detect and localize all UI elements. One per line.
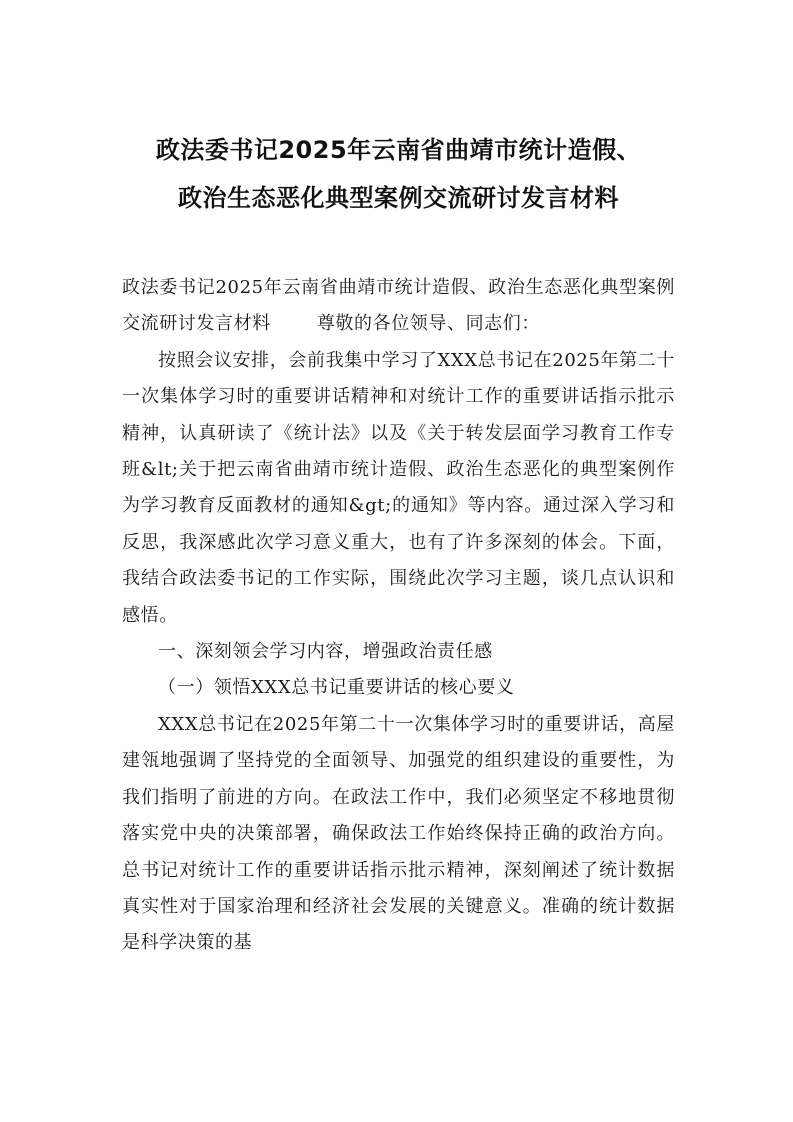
- document-title: [122, 126, 675, 222]
- paragraph-1: 按照会议安排，会前我集中学习了XXX总书记在2025年第二十一次集体学习时的重要讲话精神和对统计工作的重要讲话指示批示精神，认真研读了《统计法》以及《关于转发层面学习教育工作专班&lt;关于把云南省曲靖市统计造假、政治生态恶化的典型案例作为学习教育反面教材的通知&gt;的通知》等内容。通过深入学习和反思，我深感此次学习意义重大，也有了许多深刻的体会。下面，我结合政法委书记的工作实际，围绕此次学习主题，谈几点认识和感悟。: [122, 349, 675, 626]
- paragraph-2: XXX总书记在2025年第二十一次集体学习时的重要讲话，高屋建瓴地强调了坚持党的全面领导、加强党的组织建设的重要性，为我们指明了前进的方向。在政法工作中，我们必须坚定不移地贯彻落实党中央的决策部署，确保政法工作始终保持正确的政治方向。总书记对统计工作的重要讲话指示批示精神，深刻阐述了统计数据真实性对于国家治理和经济社会发展的关键意义。准确的统计数据是科学决策的基: [122, 713, 675, 954]
- subsection-heading-1: （一）领悟XXX总书记重要讲话的核心要义: [158, 677, 515, 699]
- intro-text: 政法委书记2025年云南省曲靖市统计造假、政治生态恶化典型案例交流研讨发言材料: [122, 277, 675, 335]
- document-body: [122, 270, 675, 962]
- salutation: 尊敬的各位领导、同志们：: [316, 313, 541, 335]
- title-line-2: 政治生态恶化典型案例交流研讨发言材料: [178, 184, 619, 212]
- title-line-1: 政法委书记2025年云南省曲靖市统计造假、: [155, 136, 642, 164]
- intro-paragraph: [122, 270, 675, 343]
- section-heading-1: 一、深刻领会学习内容，增强政治责任感: [158, 641, 493, 663]
